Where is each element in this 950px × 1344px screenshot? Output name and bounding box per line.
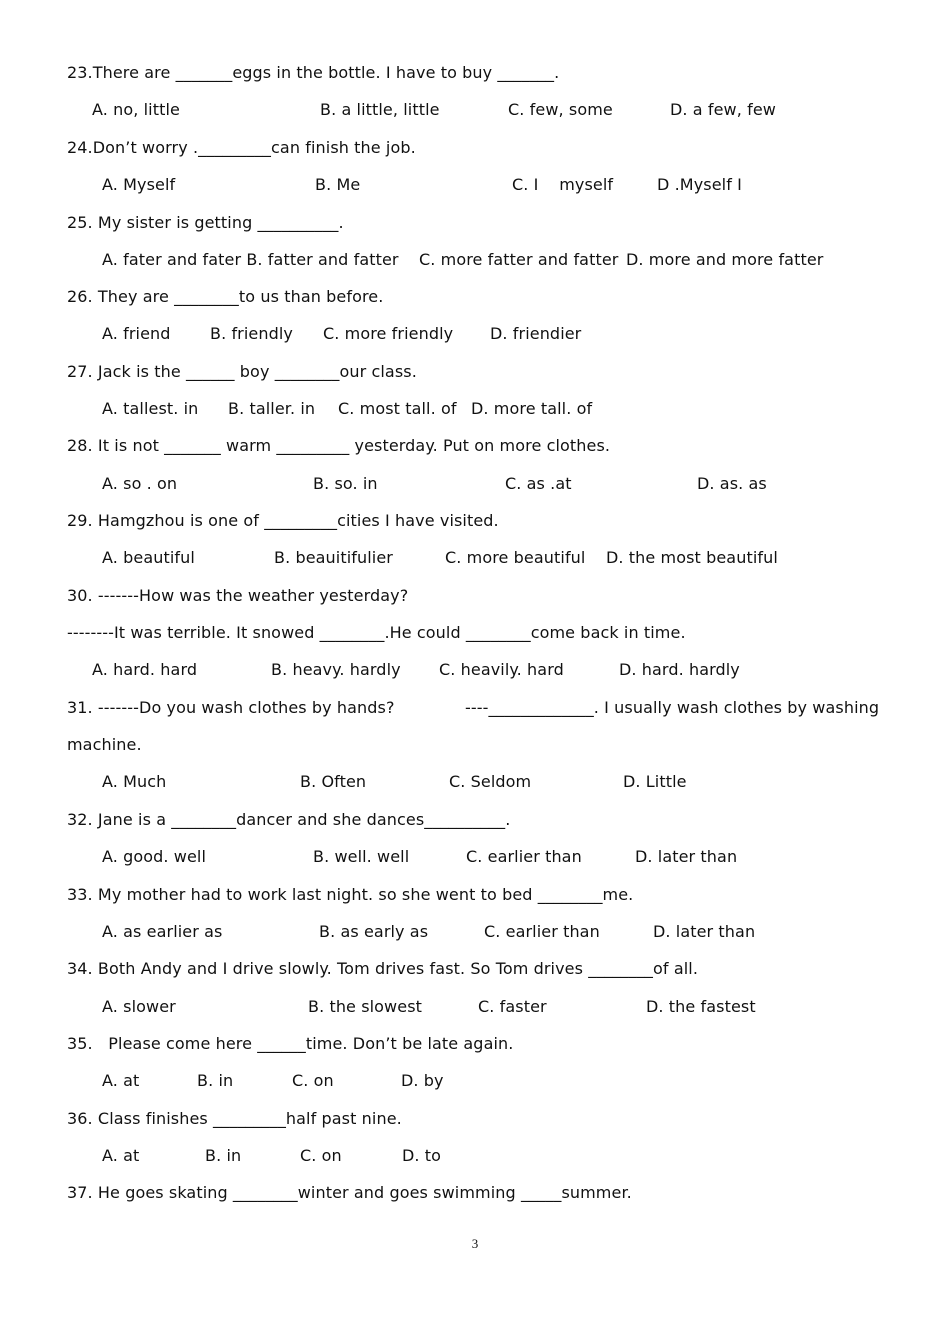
- option-a: A. Much: [102, 772, 167, 791]
- option-d: D. later than: [653, 922, 756, 941]
- question-stem: 27. Jack is the ______ boy ________our class.: [67, 362, 417, 381]
- option-b: B. heavy. hardly: [271, 660, 401, 679]
- option-d: D. a few, few: [670, 100, 776, 119]
- option-d: D. as. as: [697, 474, 767, 493]
- option-a: A. slower: [102, 997, 176, 1016]
- option-a: A. friend: [102, 324, 171, 343]
- option-b: B. friendly: [210, 324, 293, 343]
- option-a: A. hard. hard: [92, 660, 198, 679]
- option-a: A. so . on: [102, 474, 178, 493]
- question-stem: 31. -------Do you wash clothes by hands?: [67, 698, 395, 717]
- option-d: D. friendier: [490, 324, 582, 343]
- question-reply: ----_____________. I usually wash clothes by washing: [465, 698, 880, 717]
- option-a: A. tallest. in: [102, 399, 199, 418]
- option-c: C. earlier than: [484, 922, 600, 941]
- question-continuation: machine.: [67, 735, 142, 754]
- option-c: C. I myself: [512, 175, 614, 194]
- question-stem: 28. It is not _______ warm _________ yesterday. Put on more clothes.: [67, 436, 611, 455]
- option-d: D .Myself I: [657, 175, 742, 194]
- question-stem: 29. Hamgzhou is one of _________cities I have visited.: [67, 511, 499, 530]
- option-b: B. Often: [300, 772, 367, 791]
- option-d: D. the most beautiful: [606, 548, 778, 567]
- option-d: D. by: [401, 1071, 444, 1090]
- option-c: C. earlier than: [466, 847, 582, 866]
- question-stem: 24.Don’t worry ._________can finish the job.: [67, 138, 416, 157]
- question-stem: 32. Jane is a ________dancer and she dances__________.: [67, 810, 511, 829]
- option-c: C. heavily. hard: [439, 660, 564, 679]
- option-d: D. more and more fatter: [626, 250, 824, 269]
- option-c: C. few, some: [508, 100, 613, 119]
- option-c: C. Seldom: [449, 772, 532, 791]
- option-b: B. as early as: [319, 922, 429, 941]
- option-c: C. more fatter and fatter: [419, 250, 619, 269]
- option-b: B. in: [197, 1071, 234, 1090]
- option-a: A. Myself: [102, 175, 176, 194]
- question-stem: 25. My sister is getting __________.: [67, 213, 344, 232]
- option-c: C. as .at: [505, 474, 572, 493]
- question-stem: 33. My mother had to work last night. so she went to bed ________me.: [67, 885, 634, 904]
- question-stem: 37. He goes skating ________winter and goes swimming _____summer.: [67, 1183, 632, 1202]
- question-dialogue-line: --------It was terrible. It snowed ________.He could ________come back in time.: [67, 623, 686, 642]
- option-d: D. to: [402, 1146, 442, 1165]
- option-c: C. most tall. of: [338, 399, 457, 418]
- option-a: A. beautiful: [102, 548, 195, 567]
- option-d: D. more tall. of: [471, 399, 593, 418]
- option-d: D. Little: [623, 772, 687, 791]
- option-b: B. so. in: [313, 474, 378, 493]
- option-a: A. as earlier as: [102, 922, 223, 941]
- option-c: C. on: [292, 1071, 334, 1090]
- option-b: B. in: [205, 1146, 242, 1165]
- option-b: B. a little, little: [320, 100, 440, 119]
- option-d: D. later than: [635, 847, 738, 866]
- option-c: C. on: [300, 1146, 342, 1165]
- option-d: D. the fastest: [646, 997, 756, 1016]
- question-stem: 35. Please come here ______time. Don’t be late again.: [67, 1034, 514, 1053]
- question-stem: 36. Class finishes _________half past nine.: [67, 1109, 402, 1128]
- option-b: B. beauitifulier: [274, 548, 393, 567]
- option-b: B. well. well: [313, 847, 410, 866]
- question-stem: 34. Both Andy and I drive slowly. Tom drives fast. So Tom drives ________of all.: [67, 959, 699, 978]
- option-ab: A. fater and fater B. fatter and fatter: [102, 250, 399, 269]
- option-a: A. no, little: [92, 100, 180, 119]
- question-stem: 23.There are _______eggs in the bottle. I have to buy _______.: [67, 63, 560, 82]
- option-c: C. faster: [478, 997, 547, 1016]
- option-b: B. the slowest: [308, 997, 423, 1016]
- option-a: A. at: [102, 1146, 140, 1165]
- option-a: A. at: [102, 1071, 140, 1090]
- option-b: B. Me: [315, 175, 361, 194]
- option-d: D. hard. hardly: [619, 660, 740, 679]
- option-a: A. good. well: [102, 847, 207, 866]
- page-number: 3: [471, 1236, 479, 1251]
- option-c: C. more beautiful: [445, 548, 586, 567]
- option-c: C. more friendly: [323, 324, 454, 343]
- option-b: B. taller. in: [228, 399, 316, 418]
- question-stem: 26. They are ________to us than before.: [67, 287, 384, 306]
- question-stem: 30. -------How was the weather yesterday?: [67, 586, 409, 605]
